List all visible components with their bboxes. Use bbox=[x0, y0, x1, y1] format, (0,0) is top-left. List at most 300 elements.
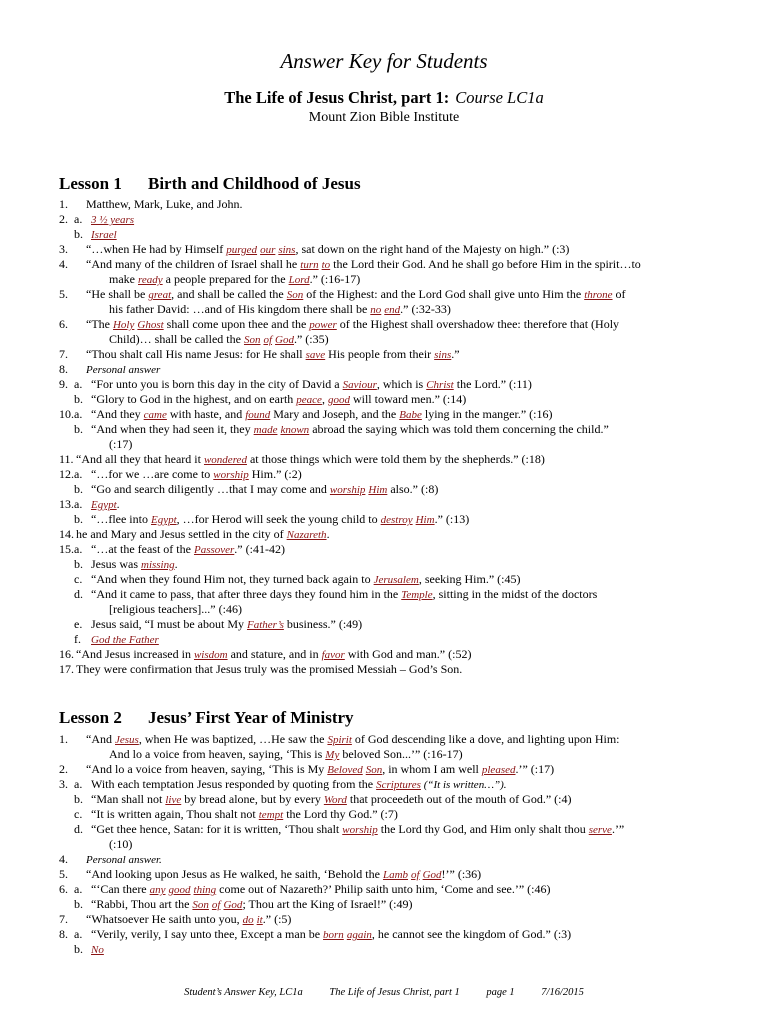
text-segment: His people from their bbox=[325, 347, 435, 361]
answer-word: Holy bbox=[112, 319, 135, 331]
text-segment: “Man shall not bbox=[91, 792, 166, 806]
answer-text bbox=[91, 542, 285, 558]
answer-word: sins bbox=[278, 244, 296, 256]
text-segment: “And they bbox=[91, 407, 144, 421]
answer-line bbox=[59, 497, 739, 512]
answer-text bbox=[109, 602, 242, 617]
answer-text bbox=[86, 852, 162, 868]
text-segment: “And bbox=[86, 732, 115, 746]
answer-word: Ghost bbox=[137, 319, 164, 331]
answer-text bbox=[91, 792, 571, 808]
item-number: 7. bbox=[59, 347, 68, 361]
answer-word: Passover bbox=[193, 544, 235, 556]
text-segment: ; Thou art the King of Israel!” (:49) bbox=[242, 897, 413, 911]
text-segment: will toward men.” (:14) bbox=[349, 392, 467, 406]
item-number: 4. bbox=[59, 257, 68, 271]
text-segment: “Thou shalt call His name Jesus: for He shall bbox=[86, 347, 306, 361]
text-segment: the Lord thy God, and Him only shalt thou bbox=[377, 822, 589, 836]
text-segment: his father David: …and of His kingdom there shall be bbox=[109, 302, 371, 316]
text-segment: the Lord.” (:11) bbox=[453, 377, 532, 391]
answer-word: Son bbox=[365, 764, 383, 776]
answer-line bbox=[59, 662, 739, 677]
answer-text bbox=[91, 422, 609, 438]
answer-word: Son bbox=[243, 334, 261, 346]
answer-word: God bbox=[275, 334, 294, 346]
answer-line bbox=[59, 242, 739, 257]
lesson-1-title: Birth and Childhood of Jesus bbox=[148, 174, 361, 193]
text-segment: .” (:16-17) bbox=[309, 272, 361, 286]
answer-line bbox=[59, 852, 739, 867]
text-segment: !’” (:36) bbox=[441, 867, 482, 881]
item-letter: b. bbox=[74, 792, 83, 806]
text-segment: with haste, and bbox=[166, 407, 246, 421]
answer-word: wisdom bbox=[193, 649, 228, 661]
item-letter: b. bbox=[74, 897, 83, 911]
answer-text bbox=[91, 587, 597, 603]
answer-text bbox=[86, 732, 620, 748]
answer-text bbox=[86, 287, 626, 303]
text-segment: [religious teachers]...” (:46) bbox=[109, 602, 242, 616]
answer-line bbox=[59, 807, 739, 822]
answer-line bbox=[59, 747, 739, 762]
item-letter: d. bbox=[74, 587, 83, 601]
item-letter: b. bbox=[74, 512, 83, 526]
item-number: 6. bbox=[59, 317, 68, 331]
answer-line bbox=[59, 777, 739, 792]
answer-word: Saviour bbox=[342, 379, 377, 391]
answer-text bbox=[76, 662, 462, 677]
answer-text bbox=[91, 927, 571, 943]
answer-word: good bbox=[168, 884, 191, 896]
answer-word: worship bbox=[342, 824, 378, 836]
answer-text bbox=[86, 362, 160, 378]
answer-line bbox=[59, 422, 739, 437]
text-segment: .” bbox=[451, 347, 460, 361]
answer-text bbox=[91, 497, 120, 513]
answer-word: Nazareth bbox=[286, 529, 327, 541]
answer-word: any bbox=[149, 884, 166, 896]
answer-word: of bbox=[411, 869, 420, 881]
answer-word: pleased bbox=[481, 764, 516, 776]
text-segment: “And many of the children of Israel shall he bbox=[86, 257, 301, 271]
answer-word: tempt bbox=[258, 809, 284, 821]
answer-word: save bbox=[305, 349, 326, 361]
text-segment: the Lord thy God.” (:7) bbox=[283, 807, 398, 821]
text-segment: “And looking upon Jesus as He walked, he saith, ‘Behold the bbox=[86, 867, 383, 881]
item-number: 6. bbox=[59, 882, 68, 896]
text-segment: “And when they had seen it, they bbox=[91, 422, 254, 436]
text-segment: . bbox=[326, 527, 330, 541]
item-number: 8. bbox=[59, 362, 68, 376]
text-segment: and stature, and in bbox=[227, 647, 322, 661]
answer-line bbox=[59, 272, 739, 287]
answer-word: known bbox=[280, 424, 310, 436]
text-segment: “The bbox=[86, 317, 113, 331]
item-letter: b. bbox=[74, 482, 83, 496]
text-segment: , which is bbox=[376, 377, 427, 391]
footer-page: page 1 bbox=[486, 987, 515, 998]
answer-line bbox=[59, 882, 739, 897]
item-letter: a. bbox=[74, 542, 83, 556]
answer-line bbox=[59, 822, 739, 837]
item-number: 12. bbox=[59, 467, 74, 481]
text-segment: .” (:5) bbox=[262, 912, 292, 926]
answer-word: peace bbox=[296, 394, 322, 406]
answer-line bbox=[59, 287, 739, 302]
answer-text bbox=[91, 467, 302, 483]
course-code: Course LC1a bbox=[455, 88, 544, 107]
text-segment: . bbox=[174, 557, 178, 571]
answer-text bbox=[76, 527, 330, 543]
answer-word: My bbox=[325, 749, 340, 761]
answer-word: serve bbox=[588, 824, 612, 836]
lesson-2-heading bbox=[59, 706, 354, 730]
answer-word: Son bbox=[286, 289, 304, 301]
answer-line bbox=[59, 482, 739, 497]
document-title: Answer Key for Students bbox=[280, 49, 488, 73]
item-letter: a. bbox=[74, 882, 83, 896]
lesson-2-title: Jesus’ First Year of Ministry bbox=[148, 708, 354, 727]
text-segment: make bbox=[109, 272, 138, 286]
lesson-2-answers bbox=[59, 732, 739, 957]
lesson-2-label: Lesson 2 bbox=[59, 708, 122, 727]
text-segment: “And it came to pass, that after three days they found him in the bbox=[91, 587, 402, 601]
lesson-1-answers bbox=[59, 197, 739, 677]
text-segment: “Get thee hence, Satan: for it is written, ‘Thou shalt bbox=[91, 822, 343, 836]
answer-note: Personal answer bbox=[86, 364, 161, 376]
answer-text bbox=[91, 897, 413, 913]
text-segment: .” (:35) bbox=[293, 332, 329, 346]
item-number: 17. bbox=[59, 662, 74, 676]
answer-text bbox=[86, 197, 243, 212]
answer-word: thing bbox=[193, 884, 217, 896]
answer-word: No bbox=[91, 944, 104, 956]
item-letter: a. bbox=[74, 467, 83, 481]
text-segment: , sitting in the midst of the doctors bbox=[432, 587, 598, 601]
answer-word: made bbox=[253, 424, 278, 436]
answer-word: power bbox=[309, 319, 337, 331]
text-segment: .’” (:17) bbox=[515, 762, 555, 776]
text-segment: Matthew, Mark, Luke, and John. bbox=[86, 197, 243, 211]
text-segment: Child)… shall be called the bbox=[109, 332, 244, 346]
answer-word: destroy bbox=[380, 514, 413, 526]
answer-text bbox=[86, 257, 641, 273]
text-segment: the Lord their God. And he shall go before Him in the spirit…to bbox=[330, 257, 641, 271]
lesson-1-heading bbox=[59, 172, 361, 196]
answer-line bbox=[59, 897, 739, 912]
item-number: 2. bbox=[59, 212, 68, 226]
item-letter: a. bbox=[74, 212, 83, 226]
answer-line bbox=[59, 837, 739, 852]
footer-title: The Life of Jesus Christ, part 1 bbox=[329, 987, 460, 998]
item-number: 11. bbox=[59, 452, 74, 466]
item-number: 7. bbox=[59, 912, 68, 926]
answer-line bbox=[59, 437, 739, 452]
text-segment: he and Mary and Jesus settled in the city of bbox=[76, 527, 287, 541]
answer-text bbox=[76, 647, 471, 663]
answer-text bbox=[86, 242, 569, 258]
lesson-1-label: Lesson 1 bbox=[59, 174, 122, 193]
answer-line bbox=[59, 792, 739, 807]
answer-text bbox=[91, 617, 362, 633]
answer-word: Him bbox=[368, 484, 388, 496]
page-footer bbox=[0, 987, 768, 998]
text-segment: “And when they found Him not, they turned back again to bbox=[91, 572, 374, 586]
text-segment: of God descending like a dove, and lighting upon Him: bbox=[351, 732, 620, 746]
text-segment: , in whom I am well bbox=[382, 762, 482, 776]
answer-line bbox=[59, 212, 739, 227]
text-segment: of bbox=[612, 287, 626, 301]
item-letter: b. bbox=[74, 392, 83, 406]
text-segment: of the Highest: and the Lord God shall give unto Him the bbox=[303, 287, 585, 301]
text-segment: business.” (:49) bbox=[283, 617, 363, 631]
text-segment: , …for Herod will seek the young child to bbox=[176, 512, 381, 526]
answer-word: Lamb bbox=[382, 869, 409, 881]
answer-word: Babe bbox=[399, 409, 422, 421]
answer-word: Egypt bbox=[150, 514, 177, 526]
answer-text bbox=[91, 557, 178, 573]
item-number: 5. bbox=[59, 287, 68, 301]
answer-text bbox=[109, 332, 329, 348]
answer-word: purged bbox=[226, 244, 258, 256]
text-segment: beloved Son...’” (:16-17) bbox=[339, 747, 463, 761]
answer-word: to bbox=[321, 259, 331, 271]
answer-line bbox=[59, 527, 739, 542]
text-segment: “Glory to God in the highest, and on earth bbox=[91, 392, 297, 406]
answer-text bbox=[91, 882, 551, 898]
item-number: 9. bbox=[59, 377, 68, 391]
subtitle-main: The Life of Jesus Christ, part 1: bbox=[224, 88, 450, 107]
text-segment: “…for we …are come to bbox=[91, 467, 214, 481]
answer-word: of bbox=[263, 334, 273, 346]
answer-word: our bbox=[260, 244, 276, 256]
item-number: 3. bbox=[59, 242, 68, 256]
answer-word: favor bbox=[321, 649, 345, 661]
answer-line bbox=[59, 392, 739, 407]
item-letter: a. bbox=[74, 407, 83, 421]
answer-word: no bbox=[370, 304, 382, 316]
text-segment: also.” (:8) bbox=[387, 482, 439, 496]
answer-word: throne bbox=[584, 289, 613, 301]
answer-word: missing bbox=[141, 559, 175, 571]
answer-line bbox=[59, 227, 739, 242]
answer-word: Beloved bbox=[327, 764, 363, 776]
text-segment: Mary and Joseph, and the bbox=[270, 407, 400, 421]
answer-word: end bbox=[384, 304, 401, 316]
item-letter: c. bbox=[74, 807, 83, 821]
answer-word: of bbox=[211, 899, 221, 911]
answer-text bbox=[86, 762, 554, 778]
text-segment: at those things which were told them by the shepherds.” (:18) bbox=[246, 452, 545, 466]
answer-line bbox=[59, 347, 739, 362]
item-number: 10. bbox=[59, 407, 74, 421]
answer-line bbox=[59, 647, 739, 662]
item-letter: c. bbox=[74, 572, 83, 586]
item-number: 2. bbox=[59, 762, 68, 776]
answer-line bbox=[59, 572, 739, 587]
institute-name: Mount Zion Bible Institute bbox=[308, 110, 460, 125]
text-segment: , sat down on the right hand of the Majesty on high.” (:3) bbox=[295, 242, 570, 256]
answer-word: again bbox=[346, 929, 372, 941]
text-segment: by bread alone, but by every bbox=[181, 792, 324, 806]
item-number: 5. bbox=[59, 867, 68, 881]
text-segment: . bbox=[116, 497, 120, 511]
answer-text bbox=[91, 512, 469, 528]
answer-text bbox=[76, 452, 545, 468]
text-segment: “For unto you is born this day in the city of David a bbox=[91, 377, 343, 391]
text-segment: And lo a voice from heaven, saying, ‘This is bbox=[109, 747, 326, 761]
answer-text bbox=[86, 347, 460, 363]
text-segment: .” (:41-42) bbox=[234, 542, 285, 556]
answer-line bbox=[59, 197, 739, 212]
text-segment: .” (:13) bbox=[434, 512, 470, 526]
answer-line bbox=[59, 332, 739, 347]
answer-word: Spirit bbox=[327, 734, 352, 746]
answer-line bbox=[59, 927, 739, 942]
answer-text bbox=[109, 272, 360, 288]
text-segment: of the Highest shall overshadow thee: therefore that (Holy bbox=[336, 317, 620, 331]
answer-text bbox=[91, 572, 520, 588]
answer-line bbox=[59, 942, 739, 957]
answer-word: came bbox=[143, 409, 167, 421]
answer-word: Jerusalem bbox=[373, 574, 419, 586]
item-letter: e. bbox=[74, 617, 83, 631]
text-segment: Jesus said, “I must be about My bbox=[91, 617, 247, 631]
footer-course: Student’s Answer Key, LC1a bbox=[184, 987, 303, 998]
text-segment: , when He was baptized, …He saw the bbox=[138, 732, 328, 746]
item-number: 1. bbox=[59, 732, 68, 746]
answer-word: Scriptures bbox=[376, 779, 421, 791]
text-segment: a people prepared for the bbox=[162, 272, 289, 286]
item-number: 8. bbox=[59, 927, 68, 941]
text-segment: “…when He had by Himself bbox=[86, 242, 227, 256]
answer-text bbox=[109, 302, 451, 318]
text-segment: .” (:32-33) bbox=[400, 302, 451, 316]
answer-note: (“It is written…”). bbox=[420, 779, 507, 791]
answer-line bbox=[59, 512, 739, 527]
item-number: 14. bbox=[59, 527, 74, 541]
item-number: 15. bbox=[59, 542, 74, 556]
answer-word: turn bbox=[300, 259, 319, 271]
answer-line bbox=[59, 557, 739, 572]
answer-word: Word bbox=[323, 794, 347, 806]
answer-word: Father’s bbox=[246, 619, 284, 631]
answer-word: good bbox=[327, 394, 350, 406]
answer-line bbox=[59, 377, 739, 392]
answer-line bbox=[59, 317, 739, 332]
answer-word: ready bbox=[138, 274, 163, 286]
text-segment: come out of Nazareth?’ Philip saith unto him, ‘Come and see.’” (:46) bbox=[216, 882, 551, 896]
text-segment: Jesus was bbox=[91, 557, 141, 571]
text-segment: shall come upon thee and the bbox=[163, 317, 310, 331]
text-segment: .’” bbox=[611, 822, 625, 836]
answer-line bbox=[59, 257, 739, 272]
answer-word: Lord bbox=[288, 274, 310, 286]
item-letter: a. bbox=[74, 777, 83, 791]
answer-line bbox=[59, 302, 739, 317]
item-letter: a. bbox=[74, 377, 83, 391]
answer-line bbox=[59, 617, 739, 632]
answer-word: Son bbox=[192, 899, 209, 911]
answer-line bbox=[59, 467, 739, 482]
answer-text bbox=[109, 747, 463, 763]
footer-date: 7/16/2015 bbox=[541, 987, 584, 998]
text-segment: “Verily, verily, I say unto thee, Except a man be bbox=[91, 927, 324, 941]
answer-word: born bbox=[323, 929, 344, 941]
answer-text bbox=[91, 632, 159, 648]
answer-line bbox=[59, 542, 739, 557]
text-segment: , bbox=[321, 392, 328, 406]
answer-text bbox=[91, 377, 532, 393]
item-letter: a. bbox=[74, 927, 83, 941]
answer-line bbox=[59, 452, 739, 467]
item-number: 1. bbox=[59, 197, 68, 211]
text-segment: “…at the feast of the bbox=[91, 542, 194, 556]
item-letter: a. bbox=[74, 497, 83, 511]
text-segment: abroad the saying which was told them concerning the child.” bbox=[309, 422, 609, 436]
answer-text bbox=[109, 837, 132, 852]
answer-word: it bbox=[256, 914, 263, 926]
item-letter: f. bbox=[74, 632, 81, 646]
item-letter: b. bbox=[74, 942, 83, 956]
text-segment: “He shall be bbox=[86, 287, 149, 301]
answer-line bbox=[59, 602, 739, 617]
answer-text bbox=[91, 407, 553, 423]
answer-text bbox=[91, 392, 466, 408]
item-letter: d. bbox=[74, 822, 83, 836]
answer-text bbox=[91, 807, 398, 823]
text-segment: “And lo a voice from heaven, saying, ‘This is My bbox=[86, 762, 328, 776]
answer-text bbox=[91, 482, 438, 498]
answer-word: God the Father bbox=[91, 634, 159, 646]
text-segment: , and shall be called the bbox=[171, 287, 287, 301]
answer-word: Jesus bbox=[115, 734, 139, 746]
answer-word: live bbox=[165, 794, 182, 806]
text-segment: , he cannot see the kingdom of God.” (:3) bbox=[371, 927, 572, 941]
course-subtitle bbox=[0, 86, 768, 110]
text-segment: “And all they that heard it bbox=[76, 452, 204, 466]
answer-text bbox=[86, 912, 291, 928]
answer-word: found bbox=[245, 409, 271, 421]
answer-word: Israel bbox=[91, 229, 117, 241]
answer-line bbox=[59, 632, 739, 647]
item-letter: b. bbox=[74, 227, 83, 241]
answer-line bbox=[59, 762, 739, 777]
answer-word: Him bbox=[415, 514, 435, 526]
text-segment: with God and man.” (:52) bbox=[344, 647, 472, 661]
item-number: 13. bbox=[59, 497, 74, 511]
answer-word: Temple bbox=[401, 589, 433, 601]
answer-text bbox=[91, 227, 117, 243]
answer-word: worship bbox=[329, 484, 366, 496]
text-segment: (:17) bbox=[109, 437, 133, 451]
text-segment: Him.” (:2) bbox=[248, 467, 302, 481]
item-number: 3. bbox=[59, 777, 68, 791]
text-segment: that proceedeth out of the mouth of God.” (:4) bbox=[346, 792, 572, 806]
text-segment: “‘Can there bbox=[91, 882, 150, 896]
item-number: 16. bbox=[59, 647, 74, 661]
item-letter: b. bbox=[74, 422, 83, 436]
text-segment: lying in the manger.” (:16) bbox=[421, 407, 553, 421]
text-segment: , seeking Him.” (:45) bbox=[418, 572, 521, 586]
answer-line bbox=[59, 587, 739, 602]
answer-word: 3 ½ years bbox=[91, 214, 135, 226]
item-letter: b. bbox=[74, 557, 83, 571]
answer-line bbox=[59, 362, 739, 377]
answer-word: Christ bbox=[426, 379, 454, 391]
answer-line bbox=[59, 912, 739, 927]
item-number: 4. bbox=[59, 852, 68, 866]
